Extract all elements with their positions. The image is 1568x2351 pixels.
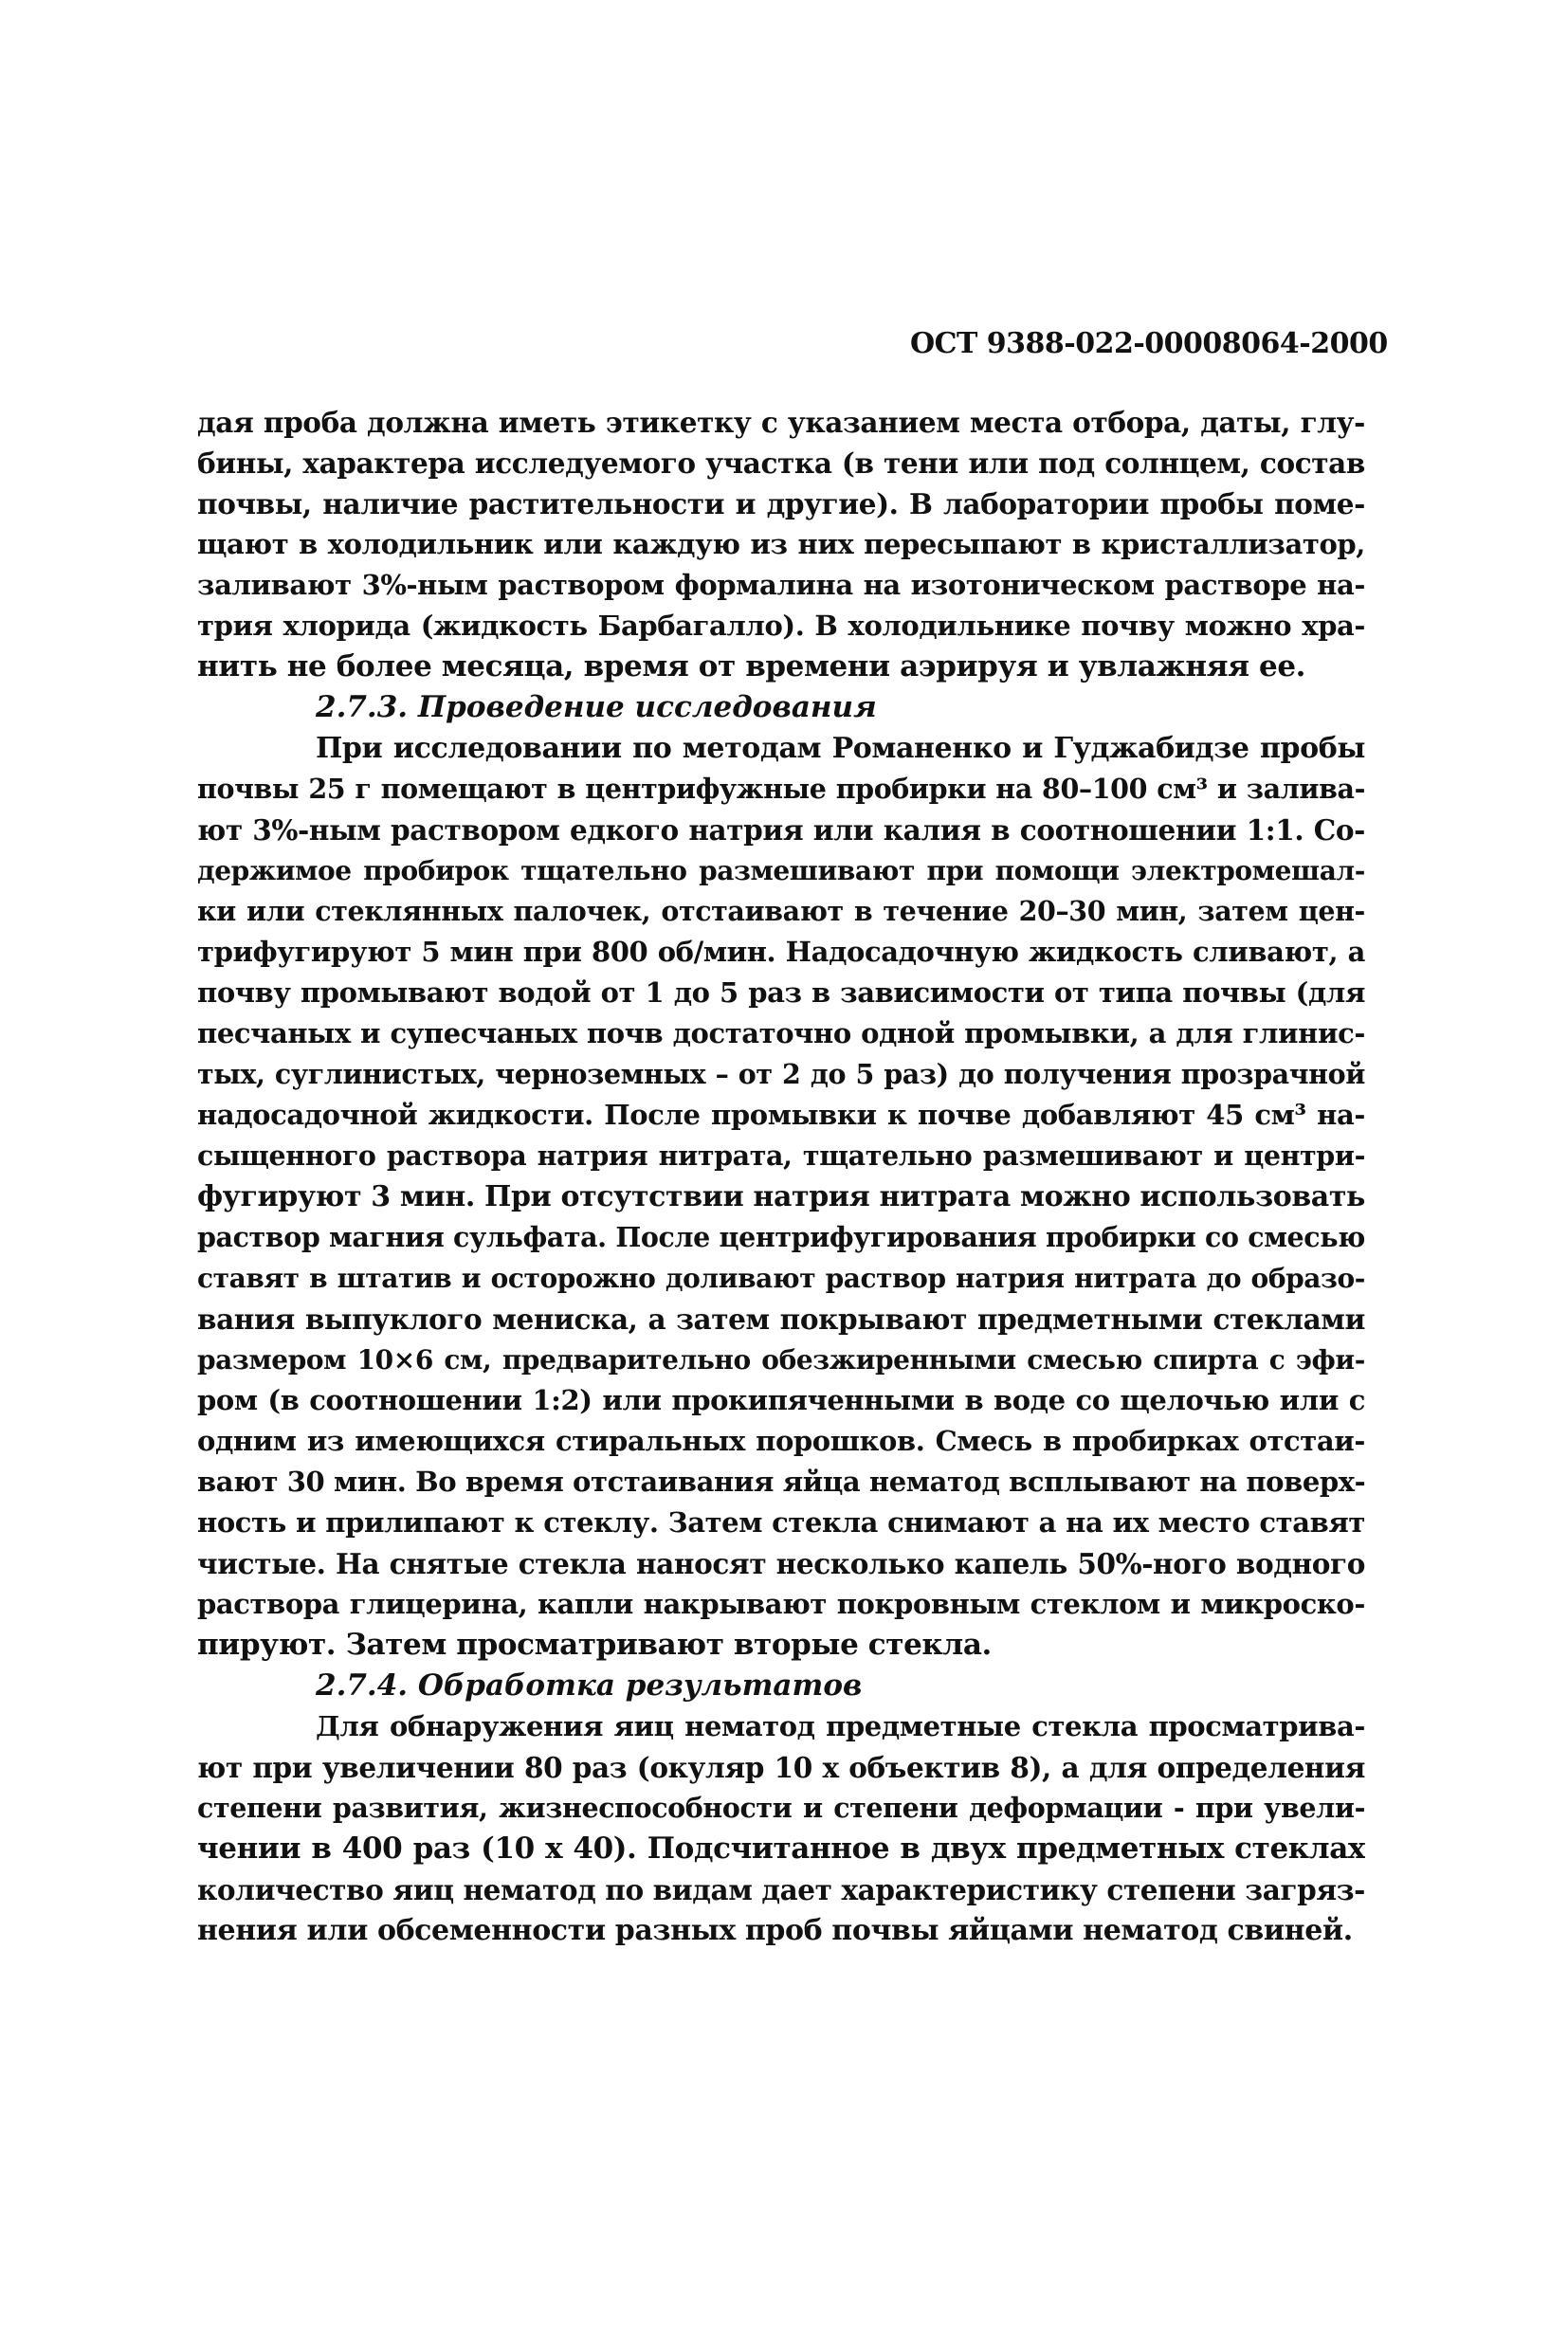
text-line: ность и прилипают к стеклу. Затем стекла снимают а на их место ставят bbox=[197, 1506, 1365, 1539]
text-line: сыщенного раствора натрия нитрата, тщательно размешивают и центри- bbox=[197, 1139, 1365, 1172]
text-line: раствора глицерина, капли накрывают покровным стеклом и микроско- bbox=[197, 1588, 1365, 1620]
text-line: тых, суглинистых, черноземных – от 2 до 5 раз) до получения прозрачной bbox=[197, 1058, 1365, 1090]
text-line: чистые. На снятые стекла наносят несколько капель 50%-ного водного bbox=[197, 1547, 1365, 1580]
text-line: заливают 3%-ным раствором формалина на изотоническом растворе на- bbox=[197, 569, 1365, 601]
section-heading-2-7-3 bbox=[197, 687, 1365, 728]
text-line: вают 30 мин. Во время отстаивания яйца нематод всплывают на поверх- bbox=[197, 1466, 1365, 1498]
text-line: почву промывают водой от 1 до 5 раз в зависимости от типа почвы (для bbox=[197, 976, 1365, 1009]
text-line: Для обнаружения яиц нематод предметные стекла просматрива- bbox=[316, 1710, 1365, 1742]
text-line: нения или обсеменности разных проб почвы яйцами нематод свиней. bbox=[197, 1914, 1353, 1947]
text-line: песчаных и супесчаных почв достаточно одной промывки, а для глинис- bbox=[197, 1017, 1365, 1049]
text-line: щают в холодильник или каждую из них пересыпают в кристаллизатор, bbox=[197, 528, 1365, 560]
text-line: трифугируют 5 мин при 800 об/мин. Надосадочную жидкость сливают, а bbox=[197, 936, 1365, 968]
text-line: почвы 25 г помещают в центрифужные пробирки на 80–100 см³ и залива- bbox=[197, 773, 1365, 805]
text-line: одним из имеющихся стиральных порошков. Смесь в пробирках отстаи- bbox=[197, 1425, 1365, 1457]
section-number: 2.7.3. bbox=[316, 690, 409, 724]
document-body bbox=[197, 402, 1365, 1951]
text-line: ром (в соотношении 1:2) или прокипяченными в воде со щелочью или с bbox=[197, 1384, 1365, 1416]
text-line: При исследовании по методам Романенко и Гуджабидзе пробы bbox=[316, 732, 1365, 765]
paragraph-sample-storage bbox=[197, 402, 1365, 687]
text-line: ки или стеклянных палочек, отстаивают в течение 20–30 мин, затем цен- bbox=[197, 895, 1365, 927]
text-line: раствор магния сульфата. После центрифугирования пробирки со смесью bbox=[197, 1221, 1365, 1253]
text-line: вания выпуклого мениска, а затем покрывают предметными стеклами bbox=[197, 1303, 1365, 1336]
section-number: 2.7.4. bbox=[316, 1668, 409, 1703]
section-heading-2-7-4 bbox=[197, 1666, 1365, 1706]
text-line: держимое пробирок тщательно размешивают при помощи электромешал- bbox=[197, 855, 1365, 886]
text-line: ют при увеличении 80 раз (окуляр 10 х объектив 8), а для определения bbox=[197, 1751, 1365, 1784]
document-number-header: ОСТ 9388-022-00008064-2000 bbox=[910, 327, 1388, 360]
text-line: пируют. Затем просматривают вторые стекла. bbox=[197, 1628, 992, 1662]
paragraph-results bbox=[197, 1706, 1365, 1951]
text-line: надосадочной жидкости. После промывки к почве добавляют 45 см³ на- bbox=[197, 1099, 1365, 1131]
text-line: ют 3%-ным раствором едкого натрия или калия в соотношении 1:1. Со- bbox=[197, 813, 1365, 847]
paragraph-procedure bbox=[197, 728, 1365, 1666]
text-line: дая проба должна иметь этикетку с указанием места отбора, даты, глу- bbox=[197, 406, 1365, 439]
section-title: Проведение исследования bbox=[417, 690, 877, 724]
text-line: почвы, наличие растительности и другие). В лаборатории пробы поме- bbox=[197, 487, 1365, 520]
text-line: степени развития, жизнеспособности и степени деформации - при увели- bbox=[197, 1792, 1365, 1824]
text-line: трия хлорида (жидкость Барбагалло). В холодильнике почву можно хра- bbox=[197, 610, 1365, 642]
text-line: ставят в штатив и осторожно доливают раствор натрия нитрата до образо- bbox=[197, 1263, 1365, 1294]
text-line: нить не более месяца, время от времени аэрируя и увлажняя ее. bbox=[197, 649, 1306, 683]
text-line: размером 10×6 см, предварительно обезжиренными смесью спирта с эфи- bbox=[197, 1344, 1365, 1376]
text-line: бины, характера исследуемого участка (в тени или под солнцем, состав bbox=[197, 447, 1365, 480]
text-line: чении в 400 раз (10 х 40). Подсчитанное в двух предметных стеклах bbox=[197, 1832, 1365, 1866]
text-line: количество яиц нематод по видам дает характеристику степени загряз- bbox=[197, 1873, 1365, 1906]
section-title: Обработка результатов bbox=[417, 1668, 863, 1703]
text-line: фугируют 3 мин. При отсутствии натрия нитрата можно использовать bbox=[197, 1180, 1365, 1213]
